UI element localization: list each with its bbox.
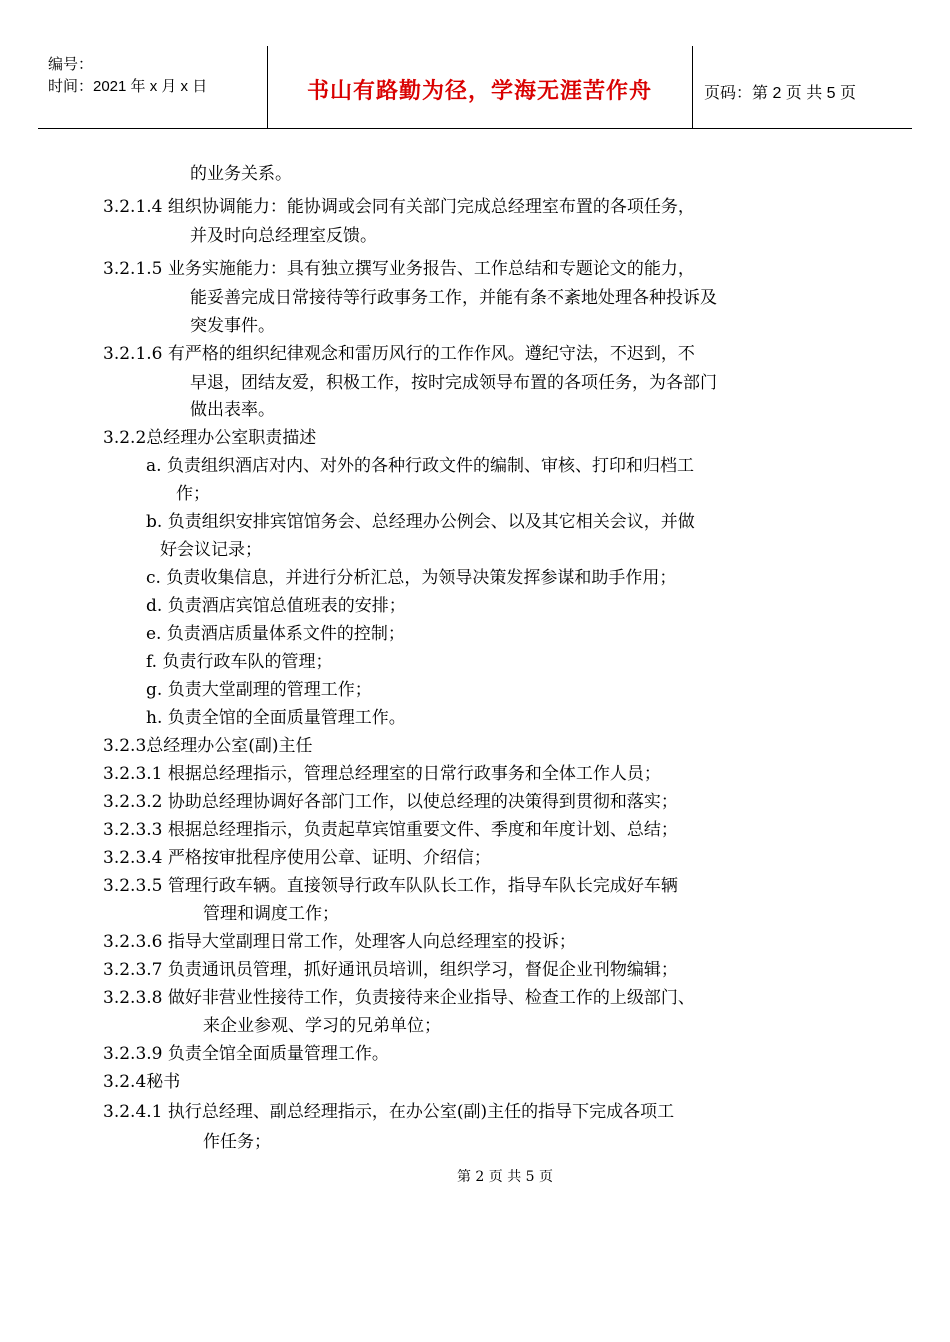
list-item: a. 负责组织酒店对内、对外的各种行政文件的编制、审核、打印和归档工 <box>146 456 694 476</box>
body-line: 3.2.3.3 根据总经理指示，负责起草宾馆重要文件、季度和年度计划、总结； <box>103 820 678 840</box>
section-heading: 3.2.3总经理办公室(副)主任 <box>103 736 313 756</box>
page-header <box>38 46 912 129</box>
list-item: 作； <box>176 484 210 504</box>
body-line: 3.2.3.2 协助总经理协调好各部门工作，以使总经理的决策得到贯彻和落实； <box>103 792 678 812</box>
body-line: 3.2.3.6 指导大堂副理日常工作，处理客人向总经理室的投诉； <box>103 932 576 952</box>
list-item: h. 负责全馆的全面质量管理工作。 <box>146 708 406 728</box>
body-line: 作任务； <box>203 1132 271 1152</box>
body-line: 3.2.3.5 管理行政车辆。直接领导行政车队队长工作，指导车队长完成好车辆 <box>103 876 678 896</box>
body-line: 3.2.3.9 负责全馆全面质量管理工作。 <box>103 1044 389 1064</box>
body-line: 3.2.3.8 做好非营业性接待工作，负责接待来企业指导、检查工作的上级部门、 <box>103 988 695 1008</box>
list-item: d. 负责酒店宾馆总值班表的安排； <box>146 596 406 616</box>
document-date: 时间：2021 年 x 月 x 日 <box>48 78 208 95</box>
page-footer: 第 2 页 共 5 页 <box>456 1169 554 1185</box>
list-item: 好会议记录； <box>160 540 262 560</box>
section-heading: 3.2.2总经理办公室职责描述 <box>103 428 317 448</box>
body-line: 3.2.1.6 有严格的组织纪律观念和雷历风行的工作作风。遵纪守法，不迟到，不 <box>103 344 695 364</box>
list-item: e. 负责酒店质量体系文件的控制； <box>146 624 405 644</box>
header-motto: 书山有路勤为径，学海无涯苦作舟 <box>306 79 652 104</box>
header-page-info: 页码：第 2 页 共 5 页 <box>704 85 857 102</box>
body-line: 3.2.4.1 执行总经理、副总经理指示，在办公室(副)主任的指导下完成各项工 <box>103 1102 675 1122</box>
body-line: 管理和调度工作； <box>203 904 339 924</box>
header-meta <box>48 54 207 98</box>
body-line: 能妥善完成日常接待等行政事务工作，并能有条不紊地处理各种投诉及 <box>190 288 717 308</box>
body-line: 来企业参观、学习的兄弟单位； <box>203 1016 441 1036</box>
section-heading: 3.2.4秘书 <box>103 1072 181 1092</box>
list-item: c. 负责收集信息，并进行分析汇总，为领导决策发挥参谋和助手作用； <box>146 568 677 588</box>
list-item: f. 负责行政车队的管理； <box>146 652 333 672</box>
body-line: 3.2.1.4 组织协调能力：能协调或会同有关部门完成总经理室布置的各项任务， <box>103 197 695 217</box>
body-line: 并及时向总经理室反馈。 <box>190 226 377 246</box>
list-item: g. 负责大堂副理的管理工作； <box>146 680 372 700</box>
header-divider <box>692 46 693 128</box>
body-line: 突发事件。 <box>190 316 275 336</box>
body-line: 3.2.3.7 负责通讯员管理，抓好通讯员培训，组织学习，督促企业刊物编辑； <box>103 960 678 980</box>
body-line: 的业务关系。 <box>190 164 292 184</box>
body-line: 做出表率。 <box>190 400 275 420</box>
body-line: 3.2.3.4 严格按审批程序使用公章、证明、介绍信； <box>103 848 491 868</box>
body-line: 3.2.1.5 业务实施能力：具有独立撰写业务报告、工作总结和专题论文的能力， <box>103 259 695 279</box>
document-number-label: 编号： <box>48 56 94 73</box>
body-line: 早退，团结友爱，积极工作，按时完成领导布置的各项任务，为各部门 <box>190 373 717 393</box>
body-line: 3.2.3.1 根据总经理指示，管理总经理室的日常行政事务和全体工作人员； <box>103 764 661 784</box>
list-item: b. 负责组织安排宾馆馆务会、总经理办公例会、以及其它相关会议，并做 <box>146 512 695 532</box>
